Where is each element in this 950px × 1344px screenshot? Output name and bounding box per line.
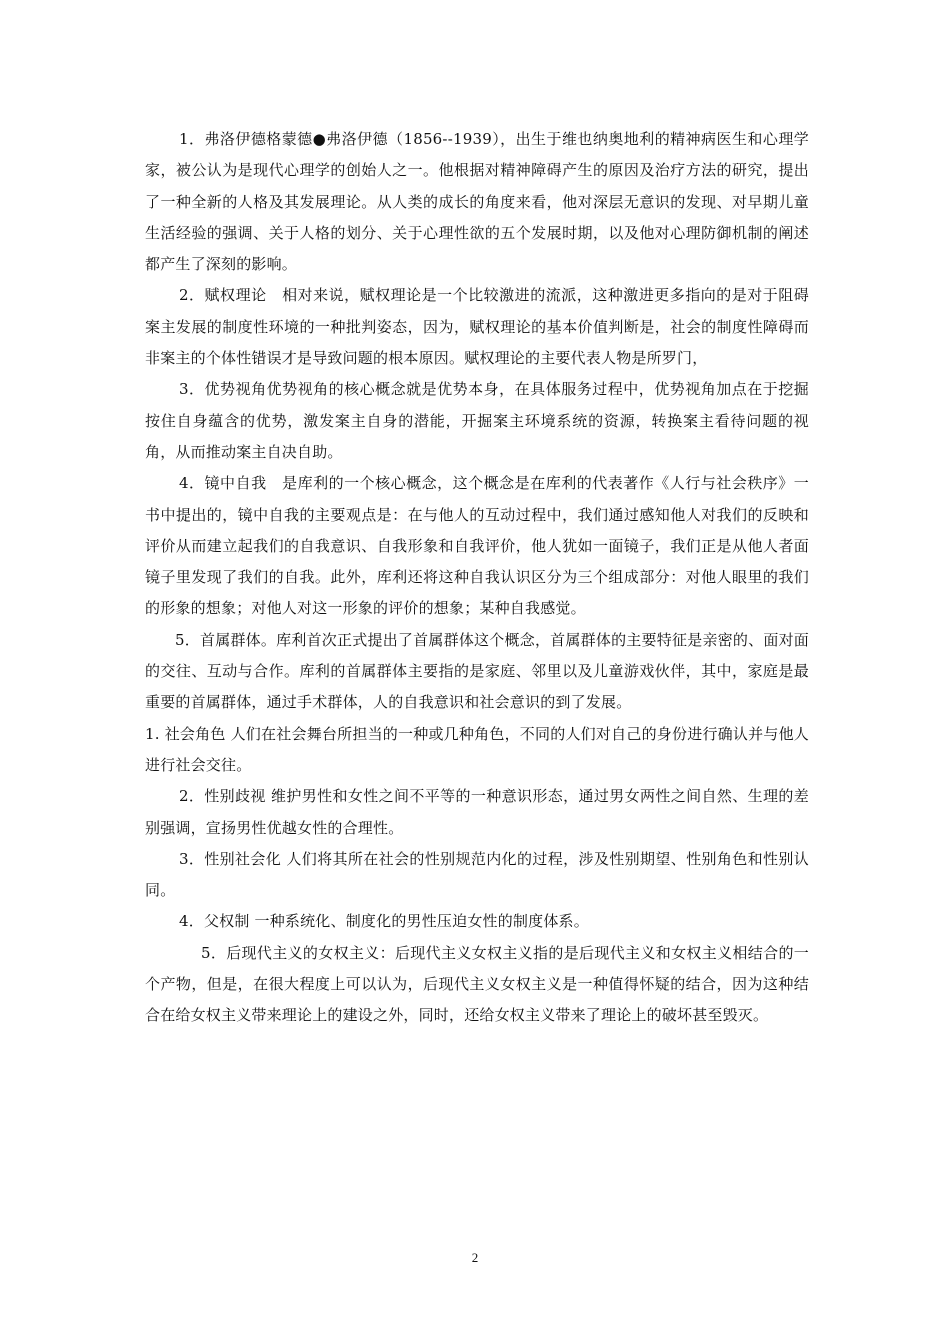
- document-body: [145, 124, 809, 1032]
- paragraph-empowerment-theory: 2．赋权理论 相对来说，赋权理论是一个比较激进的流派，这种激进更多指向的是对于阻碍案主发展的制度性环境的一种批判姿态，因为，赋权理论的基本价值判断是，社会的制度性障碍而非案主的个体性错误才是导致问题的根本原因。赋权理论的主要代表人物是所罗门，: [145, 286, 809, 368]
- paragraph-social-role: 1. 社会角色 人们在社会舞台所担当的一种或几种角色，不同的人们对自己的身份进行确认并与他人进行社会交往。: [145, 724, 809, 774]
- paragraph-gender-socialization: 3．性别社会化 人们将其所在社会的性别规范内化的过程，涉及性别期望、性别角色和性别认同。: [145, 849, 809, 900]
- paragraph-primary-group: 5．首属群体。库利首次正式提出了首属群体这个概念，首属群体的主要特征是亲密的、面对面的交往、互动与合作。库利的首属群体主要指的是家庭、邻里以及儿童游戏伙伴，其中，家庭是最重要的首属群体，通过手术群体，人的自我意识和社会意识的到了发展。: [145, 630, 809, 712]
- paragraph-looking-glass-self: 4．镜中自我 是库利的一个核心概念，这个概念是在库利的代表著作《人行与社会秩序》一书中提出的，镜中自我的主要观点是：在与他人的互动过程中，我们通过感知他人对我们的反映和评价从而建立起我们的自我意识、自我形象和自我评价，他人犹如一面镜子，我们正是从他人者面镜子里发现了我们的自我。此外，库利还将这种自我认识区分为三个组成部分：对他人眼里的我们的形象的想象；对他人对这一形象的评价的想象；某种自我感觉。: [145, 474, 809, 618]
- paragraph-postmodern-feminism: 5．后现代主义的女权主义：后现代主义女权主义指的是后现代主义和女权主义相结合的一个产物，但是，在很大程度上可以认为，后现代主义女权主义是一种值得怀疑的结合，因为这种结合在给女权主义带来理论上的建设之外，同时，还给女权主义带来了理论上的破坏甚至毁灭。: [145, 943, 809, 1025]
- paragraph-strengths-perspective: 3．优势视角优势视角的核心概念就是优势本身，在具体服务过程中，优势视角加点在于挖掘按住自身蕴含的优势，激发案主自身的潜能，开掘案主环境系统的资源，转换案主看待问题的视角，从而推动案主自决自助。: [145, 380, 809, 461]
- page-number: 2: [471, 1250, 479, 1265]
- paragraph-freud: 1．弗洛伊德格蒙德●弗洛伊德（1856--1939），出生于维也纳奥地利的精神病医生和心理学家，被公认为是现代心理学的创始人之一。他根据对精神障碍产生的原因及治疗方法的研究，提出了一种全新的人格及其发展理论。从人类的成长的角度来看，他对深层无意识的发现、对早期儿童生活经验的强调、关于人格的划分、关于心理性欲的五个发展时期，以及他对心理防御机制的阐述都产生了深刻的影响。: [145, 130, 809, 274]
- paragraph-gender-discrimination: 2．性别歧视 维护男性和女性之间不平等的一种意识形态，通过男女两性之间自然、生理的差别强调，宣扬男性优越女性的合理性。: [145, 787, 809, 837]
- paragraph-patriarchy: 4．父权制 一种系统化、制度化的男性压迫女性的制度体系。: [179, 912, 589, 931]
